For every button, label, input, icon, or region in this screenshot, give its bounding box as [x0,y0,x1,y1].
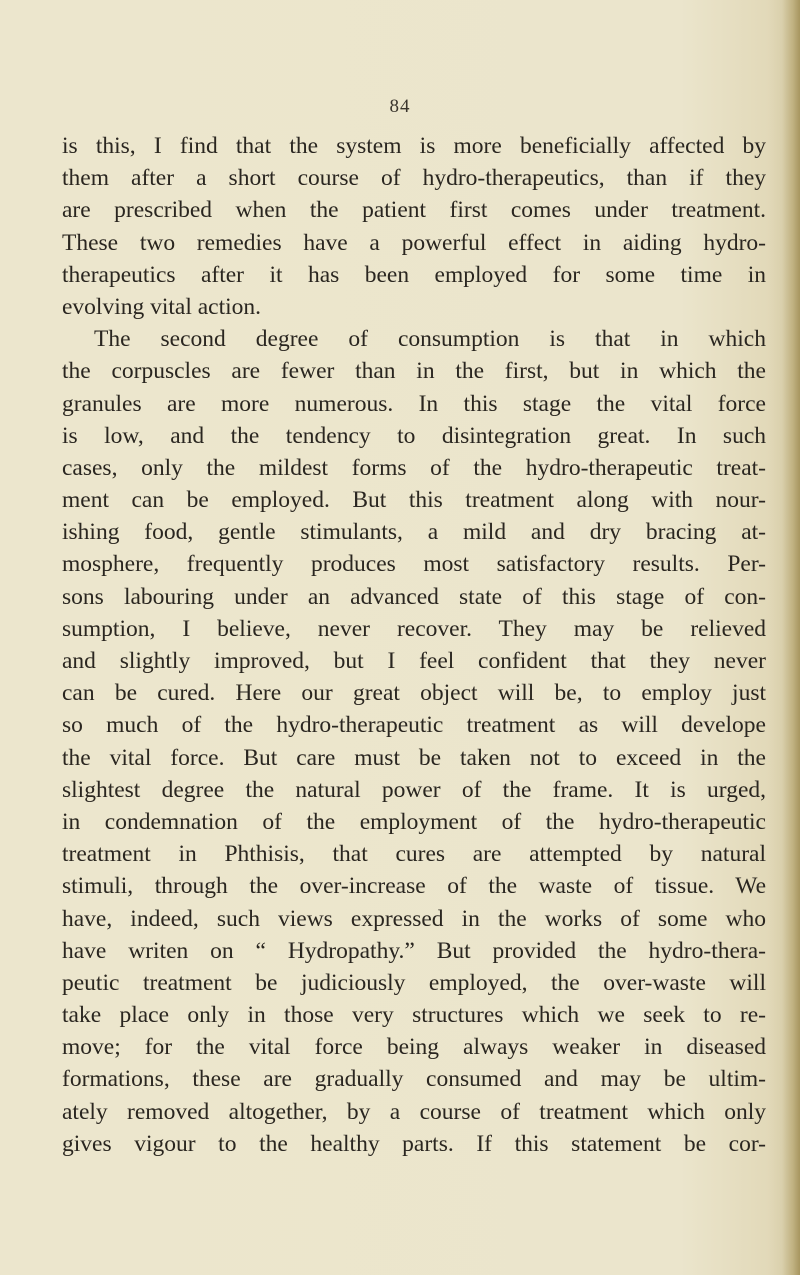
text-line: the corpuscles are fewer than in the first, but in which the [62,358,766,385]
text-line: have writen on “ Hydropathy.” But provided the hydro-thera- [62,937,766,964]
text-line: and slightly improved, but I feel confident that they never [62,648,766,674]
text-line: have, indeed, such views expressed in the works of some who [62,905,766,932]
text-line: ment can be employed. But this treatment along with nour- [62,487,766,514]
text-line: evolving vital action. [62,293,262,320]
text-line: slightest degree the natural power of the frame. It is urged, [62,776,766,803]
text-line: therapeutics after it has been employed for some time in [62,261,766,288]
text-line: the vital force. But care must be taken not to exceed in the [62,744,766,771]
paragraph-start-line: The second degree of consumption is that in which [94,326,766,353]
text-line: stimuli, through the over-increase of the waste of tissue. We [62,873,766,900]
text-line: them after a short course of hydro-therapeutics, than if they [62,165,766,192]
text-line: mosphere, frequently produces most satisfactory results. Per- [62,551,766,578]
text-line: move; for the vital force being always weaker in diseased [62,1034,766,1061]
text-line: sons labouring under an advanced state of this stage of con- [62,583,766,610]
page-edge-shadow [782,0,800,1275]
text-line: so much of the hydro-therapeutic treatment as will develope [62,712,766,739]
text-line: is low, and the tendency to disintegration great. In such [62,422,766,449]
text-line: granules are more numerous. In this stage the vital force [62,390,766,417]
text-line: sumption, I believe, never recover. They may be relieved [62,615,766,642]
text-line: gives vigour to the healthy parts. If this statement be cor- [62,1130,766,1157]
text-line: ishing food, gentle stimulants, a mild and dry bracing at- [62,519,766,546]
text-line: formations, these are gradually consumed and may be ultim- [62,1066,766,1093]
text-line: ately removed altogether, by a course of treatment which only [62,1098,766,1125]
text-line: are prescribed when the patient first comes under treatment. [62,197,766,224]
page-number: 84 [389,96,411,117]
text-line: can be cured. Here our great object will be, to employ just [62,680,766,707]
text-line: treatment in Phthisis, that cures are attempted by natural [62,841,766,868]
text-line: cases, only the mildest forms of the hydro-therapeutic treat- [62,454,766,481]
body-text [62,130,766,1160]
text-line: peutic treatment be judiciously employed, the over-waste will [62,969,766,996]
text-line: These two remedies have a powerful effect in aiding hydro- [62,229,766,256]
text-line: in condemnation of the employment of the hydro-therapeutic [62,808,766,835]
text-line: take place only in those very structures which we seek to re- [62,1002,766,1029]
text-line: is this, I find that the system is more beneficially affected by [62,133,766,159]
